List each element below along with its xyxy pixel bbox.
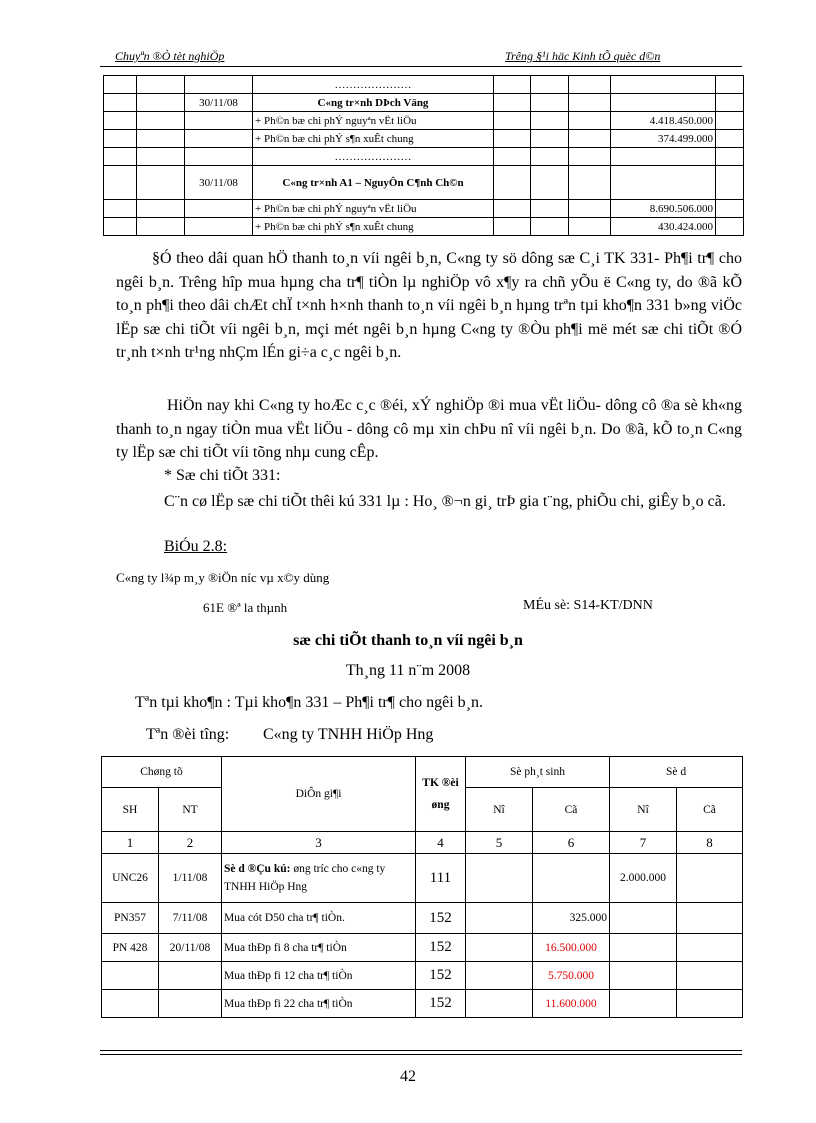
ledger-du-co: [677, 903, 743, 934]
header-dien-giai: DiÔn gi¶i: [222, 757, 416, 832]
top-journal-table: [103, 75, 744, 236]
partner-label: Tªn ®èi tîng:: [146, 726, 230, 743]
top-table-cell: [531, 200, 569, 218]
ledger-row: [102, 854, 743, 903]
header-nt: NT: [159, 788, 222, 832]
top-table-cell: [716, 130, 744, 148]
ledger-nt: 1/11/08: [159, 854, 222, 903]
top-table-cell: [494, 94, 531, 112]
top-table-desc: + Ph©n bæ chi phÝ s¶n xuÊt chung: [253, 130, 494, 148]
ledger-sh: PN 428: [102, 934, 159, 962]
ledger-sh: [102, 990, 159, 1018]
top-table-cell: [716, 200, 744, 218]
ledger-du-no: [610, 903, 677, 934]
ledger-ps-co: 11.600.000: [533, 990, 610, 1018]
footer-rule-bottom: [100, 1054, 742, 1055]
ledger-ps-no: [466, 854, 533, 903]
ledger-row: [102, 903, 743, 934]
top-table-cell: [531, 112, 569, 130]
ledger-tk: 111: [416, 854, 466, 903]
top-table-cell: [569, 76, 611, 94]
company-address: 61E ®ª la thµnh: [203, 600, 288, 615]
top-table-amount: [611, 166, 716, 200]
top-table-cell: [137, 76, 185, 94]
header-rule: [100, 66, 742, 67]
ledger-ps-no: [466, 934, 533, 962]
ledger-desc-bold: Sè d ®Çu kú:: [224, 863, 291, 875]
ledger-ps-no: [466, 903, 533, 934]
top-table-amount: 374.499.000: [611, 130, 716, 148]
ledger-ps-co: 16.500.000: [533, 934, 610, 962]
ledger-nt: [159, 990, 222, 1018]
ledger-du-no: [610, 962, 677, 990]
paragraph-current-practice: HiÖn nay khi C«ng ty hoÆc c¸c ®éi, xÝ nghiÖp ®i mua vËt liÖu- dông cô ®a sè kh«ng thanh to¸n ngay tiÒn mua vËt liÖu - dông cô mµ xin chÞu nî víi ngêi b¸n. Do ®ã, kÕ to¸n C«ng ty lËp sæ chi tiÕt víi tõng nhµ cung cÊp.: [116, 397, 742, 462]
top-table-amount: [611, 94, 716, 112]
ledger-month: Th¸ng 11 n¨m 2008: [345, 662, 471, 679]
ledger-du-no: 2.000.000: [610, 854, 677, 903]
top-table-cell: [494, 130, 531, 148]
top-table-cell: [104, 218, 137, 236]
header-so-du: Sè d: [610, 757, 743, 788]
top-table-desc: + Ph©n bæ chi phÝ nguyªn vËt liÖu: [253, 112, 494, 130]
top-table-cell: [137, 112, 185, 130]
footer-rule-top: [100, 1050, 742, 1051]
top-table-date: [185, 200, 253, 218]
ledger-sh: UNC26: [102, 854, 159, 903]
paragraph-basis: C¨n cø lËp sæ chi tiÕt thêi kú 331 lµ : Ho¸ ®¬n gi¸ trÞ gia t¨ng, phiÕu chi, giÊy b¸o cã.: [164, 493, 726, 510]
top-table-cell: [716, 166, 744, 200]
ledger-sh: PN357: [102, 903, 159, 934]
top-table-cell: [569, 166, 611, 200]
top-table-cell: [531, 94, 569, 112]
column-number: 5: [466, 832, 533, 854]
top-table-cell: [104, 130, 137, 148]
header-right: Trêng §¹i häc Kinh tÕ quèc d©n: [505, 49, 661, 63]
top-table-cell: [494, 76, 531, 94]
top-table-date: 30/11/08: [185, 94, 253, 112]
ledger-tk: 152: [416, 990, 466, 1018]
ledger-du-no: [610, 990, 677, 1018]
top-table-date: [185, 130, 253, 148]
top-table-cell: [716, 148, 744, 166]
top-table-desc: C«ng tr×nh A1 – NguyÔn C¶nh Ch©n: [253, 166, 494, 200]
top-table-cell: [137, 94, 185, 112]
header-chung-tu: Chøng tõ: [102, 757, 222, 788]
top-table-cell: [494, 112, 531, 130]
top-table-cell: [494, 218, 531, 236]
ledger-table: [101, 756, 743, 1018]
top-table-cell: [494, 148, 531, 166]
top-table-cell: [531, 218, 569, 236]
top-table-cell: [494, 166, 531, 200]
ledger-nt: 20/11/08: [159, 934, 222, 962]
ledger-desc: [222, 934, 416, 962]
top-table-row: [104, 76, 744, 94]
top-table-cell: [531, 130, 569, 148]
column-number: 3: [222, 832, 416, 854]
ledger-tk: 152: [416, 934, 466, 962]
column-number: 1: [102, 832, 159, 854]
top-table-cell: [104, 166, 137, 200]
ledger-title: sæ chi tiÕt thanh to¸n víi ngêi b¸n: [293, 632, 523, 649]
top-table-cell: [104, 112, 137, 130]
partner-name: C«ng ty TNHH HiÖp Hng: [263, 726, 434, 743]
top-table-row: [104, 148, 744, 166]
top-table-date: [185, 148, 253, 166]
top-table-cell: [716, 76, 744, 94]
column-number: 6: [533, 832, 610, 854]
ledger-desc-text: Mua cót D50 cha tr¶ tiÒn.: [224, 912, 345, 924]
top-table-date: [185, 76, 253, 94]
top-table-cell: [569, 218, 611, 236]
top-table-cell: [137, 218, 185, 236]
top-table-cell: [569, 200, 611, 218]
top-table-cell: [494, 200, 531, 218]
top-table-cell: [137, 130, 185, 148]
exhibit-label: BiÓu 2.8:: [164, 538, 228, 555]
ledger-row: [102, 990, 743, 1018]
top-table-row: [104, 218, 744, 236]
top-table-cell: [137, 166, 185, 200]
top-table-cell: [569, 148, 611, 166]
top-table-amount: 4.418.450.000: [611, 112, 716, 130]
ledger-sh: [102, 962, 159, 990]
top-table-cell: [716, 94, 744, 112]
top-table-desc: + Ph©n bæ chi phÝ nguyªn vËt liÖu: [253, 200, 494, 218]
ledger-du-co: [677, 990, 743, 1018]
form-number: MÉu sè: S14-KT/DNN: [523, 598, 653, 613]
top-table-cell: [569, 94, 611, 112]
header-phat-sinh: Sè ph¸t sinh: [466, 757, 610, 788]
top-table-cell: [531, 148, 569, 166]
ledger-desc: [222, 990, 416, 1018]
top-table-cell: [104, 76, 137, 94]
top-table-date: 30/11/08: [185, 166, 253, 200]
ledger-ps-co: 5.750.000: [533, 962, 610, 990]
top-table-date: [185, 112, 253, 130]
page-number: 42: [400, 1068, 416, 1085]
header-du-no: Nî: [610, 788, 677, 832]
company-name: C«ng ty l¾p m¸y ®iÖn níc vµ x©y dùng: [116, 570, 330, 585]
ledger-desc: [222, 903, 416, 934]
top-table-cell: [104, 94, 137, 112]
column-number: 7: [610, 832, 677, 854]
top-table-cell: [531, 166, 569, 200]
column-number: 4: [416, 832, 466, 854]
section-heading: * Sæ chi tiÕt 331:: [164, 467, 281, 484]
ledger-nt: 7/11/08: [159, 903, 222, 934]
ledger-desc: [222, 854, 416, 903]
header-sh: SH: [102, 788, 159, 832]
top-table-cell: [104, 200, 137, 218]
header-ps-no: Nî: [466, 788, 533, 832]
ledger-du-co: [677, 934, 743, 962]
ledger-du-no: [610, 934, 677, 962]
column-number: 8: [677, 832, 743, 854]
top-table-row: [104, 112, 744, 130]
ledger-ps-co: 325.000: [533, 903, 610, 934]
ledger-ps-co: [533, 854, 610, 903]
top-table-cell: [716, 218, 744, 236]
ledger-desc-text: Mua thÐp fi 12 cha tr¶ tiÒn: [224, 969, 353, 982]
top-table-cell: [569, 112, 611, 130]
top-table-desc: C«ng tr×nh DÞch Väng: [253, 94, 494, 112]
top-table-desc: + Ph©n bæ chi phÝ s¶n xuÊt chung: [253, 218, 494, 236]
top-table-cell: [137, 200, 185, 218]
ledger-ps-no: [466, 990, 533, 1018]
column-number: 2: [159, 832, 222, 854]
top-table-row: [104, 166, 744, 200]
top-table-row: [104, 200, 744, 218]
ledger-row: [102, 934, 743, 962]
top-table-row: [104, 130, 744, 148]
top-table-cell: [137, 148, 185, 166]
ledger-desc-text: Mua thÐp fi 22 cha tr¶ tiÒn: [224, 997, 353, 1010]
header-tk: TK ®èi øng: [416, 757, 466, 832]
ledger-du-co: [677, 854, 743, 903]
top-table-amount: [611, 148, 716, 166]
top-table-cell: [569, 130, 611, 148]
top-table-amount: [611, 76, 716, 94]
paragraph-intro: §Ó theo dâi quan hÖ thanh to¸n víi ngêi b¸n, C«ng ty sö dông sæ C¸i TK 331- Ph¶i tr¶ cho ngêi b¸n. Trêng hîp mua hµng cha tr¶ tiÒn lµ nghiÖp vô x¶y ra chñ yÕu ë C«ng ty, do ®ã kÕ to¸n ph¶i theo dâi chÆt chÏ t×nh h×nh thanh to¸n víi ngêi b¸n hµng trªn tµi kho¶n 331 b»ng viÖc lËp sæ chi tiÕt víi ngêi b¸n, mçi mét ngêi b¸n hµng C«ng ty ®Òu ph¶i më mét sæ chi tiÕt ®Ó tr¸nh t×nh tr¹ng nhÇm lÉn gi÷a c¸c ngêi b¸n.: [116, 250, 742, 362]
top-table-cell: [531, 76, 569, 94]
header-ps-co: Cã: [533, 788, 610, 832]
top-table-date: [185, 218, 253, 236]
top-table-amount: 430.424.000: [611, 218, 716, 236]
top-table-cell: [104, 148, 137, 166]
ledger-tk: 152: [416, 903, 466, 934]
header-left: Chuyªn ®Ò tèt nghiÖp: [115, 49, 225, 63]
account-name: Tªn tµi kho¶n : Tµi kho¶n 331 – Ph¶i tr¶ cho ngêi b¸n.: [135, 694, 483, 711]
ledger-ps-no: [466, 962, 533, 990]
ledger-desc: [222, 962, 416, 990]
ledger-nt: [159, 962, 222, 990]
ledger-tk: 152: [416, 962, 466, 990]
top-table-desc: …………………: [253, 148, 494, 166]
top-table-amount: 8.690.506.000: [611, 200, 716, 218]
ledger-desc-text: øng tríc cho c«ng ty TNHH HiÖp Hng: [224, 863, 386, 893]
top-table-row: [104, 94, 744, 112]
top-table-desc: …………………: [253, 76, 494, 94]
ledger-du-co: [677, 962, 743, 990]
ledger-desc-text: Mua thÐp fi 8 cha tr¶ tiÒn: [224, 941, 347, 954]
top-table-cell: [716, 112, 744, 130]
header-du-co: Cã: [677, 788, 743, 832]
ledger-row: [102, 962, 743, 990]
